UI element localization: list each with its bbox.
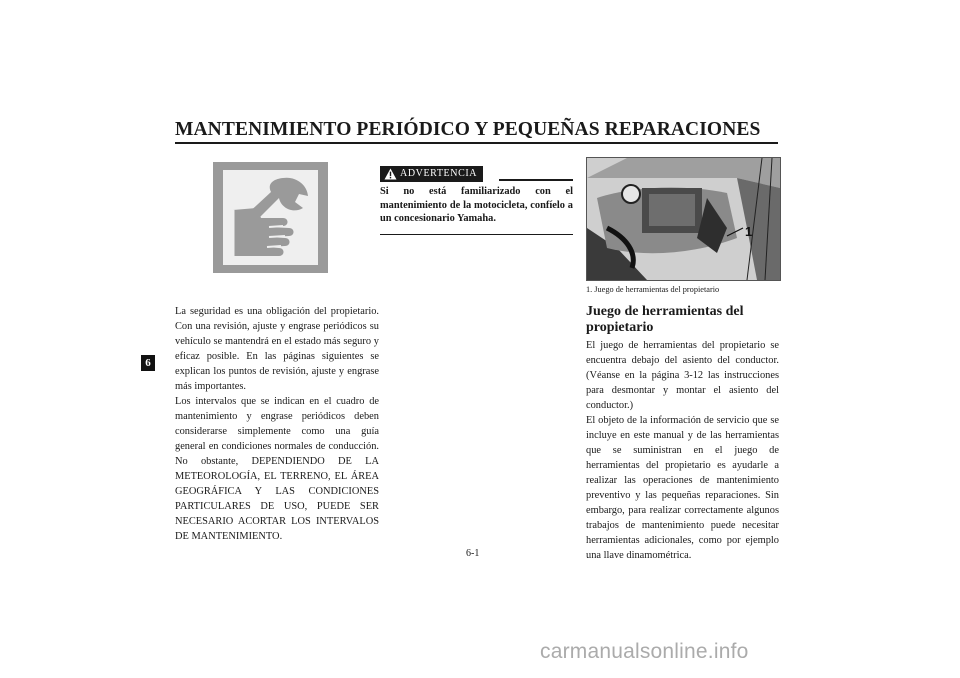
wrench-hand-icon — [223, 170, 318, 265]
maintenance-icon-box — [213, 162, 328, 273]
watermark: carmanualsonline.info — [540, 640, 749, 663]
warning-box — [380, 166, 573, 235]
figure-caption: 1. Juego de herramientas del propietario — [586, 285, 720, 294]
warning-label: ADVERTENCIA — [400, 168, 478, 179]
warning-badge — [380, 166, 483, 182]
warning-text: Si no está familiarizado con el mantenimiento de la motocicleta, confíelo a un concesionario Yamaha. — [380, 186, 573, 224]
section-paragraph: El objeto de la información de servicio que se incluye en este manual y de las herramientas que se suministran en el juego de herramientas del propietario es ayudarle a realizar las operaciones de mantenimiento preventivo y las pequeñas reparaciones. Sin embargo, para realizar correctamente algunos trabajos de mantenimiento puede necesitar herramientas adicionales, como por ejemplo una llave dinamométrica. — [586, 415, 779, 561]
section-heading: Juego de herramientas del propietario — [586, 304, 744, 335]
toolkit-photo — [586, 157, 781, 281]
toolkit-section — [586, 304, 779, 563]
section-paragraph: El juego de herramientas del propietario se encuentra debajo del asiento del conductor. (Véanse en la página 3-12 las instrucciones para desmontar y montar el asiento del conductor.) — [586, 340, 779, 411]
page-title: MANTENIMIENTO PERIÓDICO Y PEQUEÑAS REPARACIONES — [175, 119, 761, 140]
figure-callout: 1 — [745, 224, 753, 239]
warning-triangle-icon — [384, 168, 397, 180]
page-number: 6-1 — [466, 548, 480, 559]
chapter-tab: 6 — [141, 355, 155, 371]
intro-text — [175, 304, 379, 544]
title-rule — [175, 142, 778, 144]
intro-paragraph: Los intervalos que se indican en el cuadro de mantenimiento y engrase periódicos deben considerarse simplemente como una guía general en condiciones normales de conducción. No obstante, DEPENDIENDO DE LA METEOROLOGÍA, EL TERRENO, EL ÁREA GEOGRÁFICA Y LAS CONDICIONES PARTICULARES DE USO, PUEDE SER NECESARIO ACORTAR LOS INTERVALOS DE MANTENIMIENTO. — [175, 396, 379, 542]
warning-bottom-rule — [380, 234, 573, 236]
intro-paragraph: La seguridad es una obligación del propietario. Con una revisión, ajuste y engrase periódicos su vehículo se mantendrá en el estado más seguro y eficaz posible. En las páginas siguientes se explican los puntos de revisión, ajuste y engrase más importantes. — [175, 306, 379, 392]
